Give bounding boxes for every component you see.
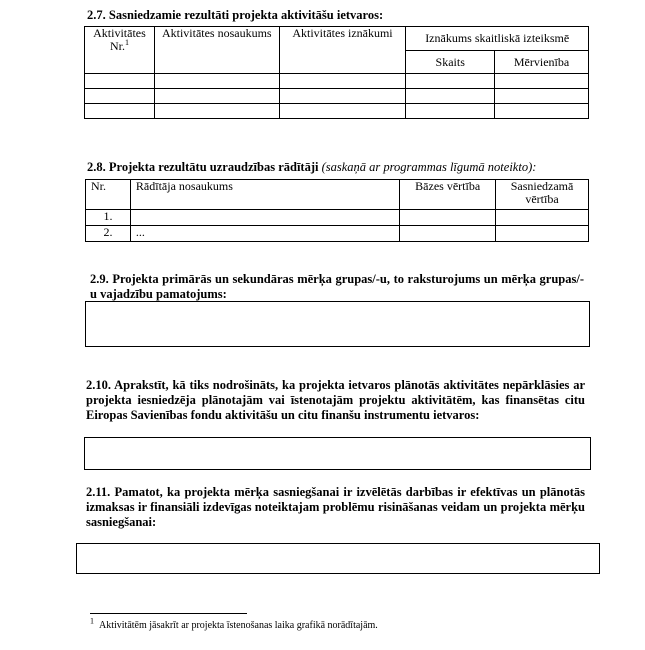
table-cell[interactable] xyxy=(496,210,589,226)
table-row xyxy=(85,74,589,89)
footnote: $^1$ Aktivitātēm jāsakrīt ar projekta īstenošanas laika grafikā norādītajām. xyxy=(90,616,378,631)
col-nr: Nr. xyxy=(86,180,131,210)
col-quantitative: Iznākums skaitliskā izteiksmē xyxy=(406,27,589,51)
table-cell[interactable] xyxy=(406,104,495,119)
col-indicator-name: Rādītāja nosaukums xyxy=(130,180,399,210)
efficiency-textbox[interactable] xyxy=(76,543,600,574)
table-cell[interactable] xyxy=(85,89,155,104)
table-cell[interactable] xyxy=(496,226,589,242)
table-cell[interactable] xyxy=(279,104,406,119)
section-2-7-heading: 2.7. Sasniedzamie rezultāti projekta aktivitāšu ietvaros: xyxy=(87,8,384,22)
col-count: Skaits xyxy=(406,51,495,74)
table-cell[interactable] xyxy=(154,89,279,104)
col-target-value: Sasniedzamā vērtība xyxy=(496,180,589,210)
section-2-10-heading: 2.10. Aprakstīt, kā tiks nodrošināts, ka projekta ietvaros plānotās aktivitātes nepārklāsies ar projekta iesniedzēja plānotajām vai īstenotajām projektu aktivitātēm, kas finansētas citu Eiropas Savienības fondu aktivitāšu un citu finanšu instrumentu ietvaros: xyxy=(86,378,585,422)
table-cell[interactable] xyxy=(400,226,496,242)
overlap-textbox[interactable] xyxy=(84,437,591,470)
table-row xyxy=(85,104,589,119)
section-2-11-heading: 2.11. Pamatot, ka projekta mērķa sasniegšanai ir izvēlētās darbības ir efektīvas un plānotās izmaksas ir finansiāli izdevīgas noteiktajam problēmu risināšanas veidam un projekta mērķu sasniegšanai: xyxy=(86,485,585,529)
table-cell[interactable] xyxy=(279,74,406,89)
table-cell[interactable] xyxy=(495,74,589,89)
col-unit: Mērvienība xyxy=(495,51,589,74)
table-cell[interactable] xyxy=(406,74,495,89)
table-cell[interactable] xyxy=(400,210,496,226)
col-activity-nr: Aktivitātes Nr.$^1$ xyxy=(85,27,155,74)
table-cell[interactable] xyxy=(154,104,279,119)
footnote-divider xyxy=(90,613,247,614)
table-row xyxy=(85,89,589,104)
indicators-table xyxy=(85,179,589,242)
row-nr: 1. xyxy=(86,210,131,226)
col-activity-name: Aktivitātes nosaukums xyxy=(154,27,279,74)
table-cell[interactable] xyxy=(495,89,589,104)
table-row xyxy=(86,226,589,242)
row-nr: 2. xyxy=(86,226,131,242)
table-cell[interactable] xyxy=(495,104,589,119)
table-cell[interactable] xyxy=(85,104,155,119)
table-cell[interactable] xyxy=(130,210,399,226)
table-cell[interactable]: ... xyxy=(130,226,399,242)
table-cell[interactable] xyxy=(279,89,406,104)
section-2-8-heading: 2.8. Projekta rezultātu uzraudzības rādītāji (saskaņā ar programmas līgumā noteikto): xyxy=(87,160,537,174)
col-base-value: Bāzes vērtība xyxy=(400,180,496,210)
section-2-9-heading: 2.9. Projekta primārās un sekundāras mērķa grupas/-u, to raksturojums un mērķa grupas/-u vajadzību pamatojums: xyxy=(90,272,584,301)
col-activity-output: Aktivitātes iznākumi xyxy=(279,27,406,74)
target-groups-textbox[interactable] xyxy=(85,301,590,347)
table-cell[interactable] xyxy=(85,74,155,89)
results-table xyxy=(84,26,589,119)
table-cell[interactable] xyxy=(154,74,279,89)
table-row xyxy=(86,210,589,226)
table-cell[interactable] xyxy=(406,89,495,104)
